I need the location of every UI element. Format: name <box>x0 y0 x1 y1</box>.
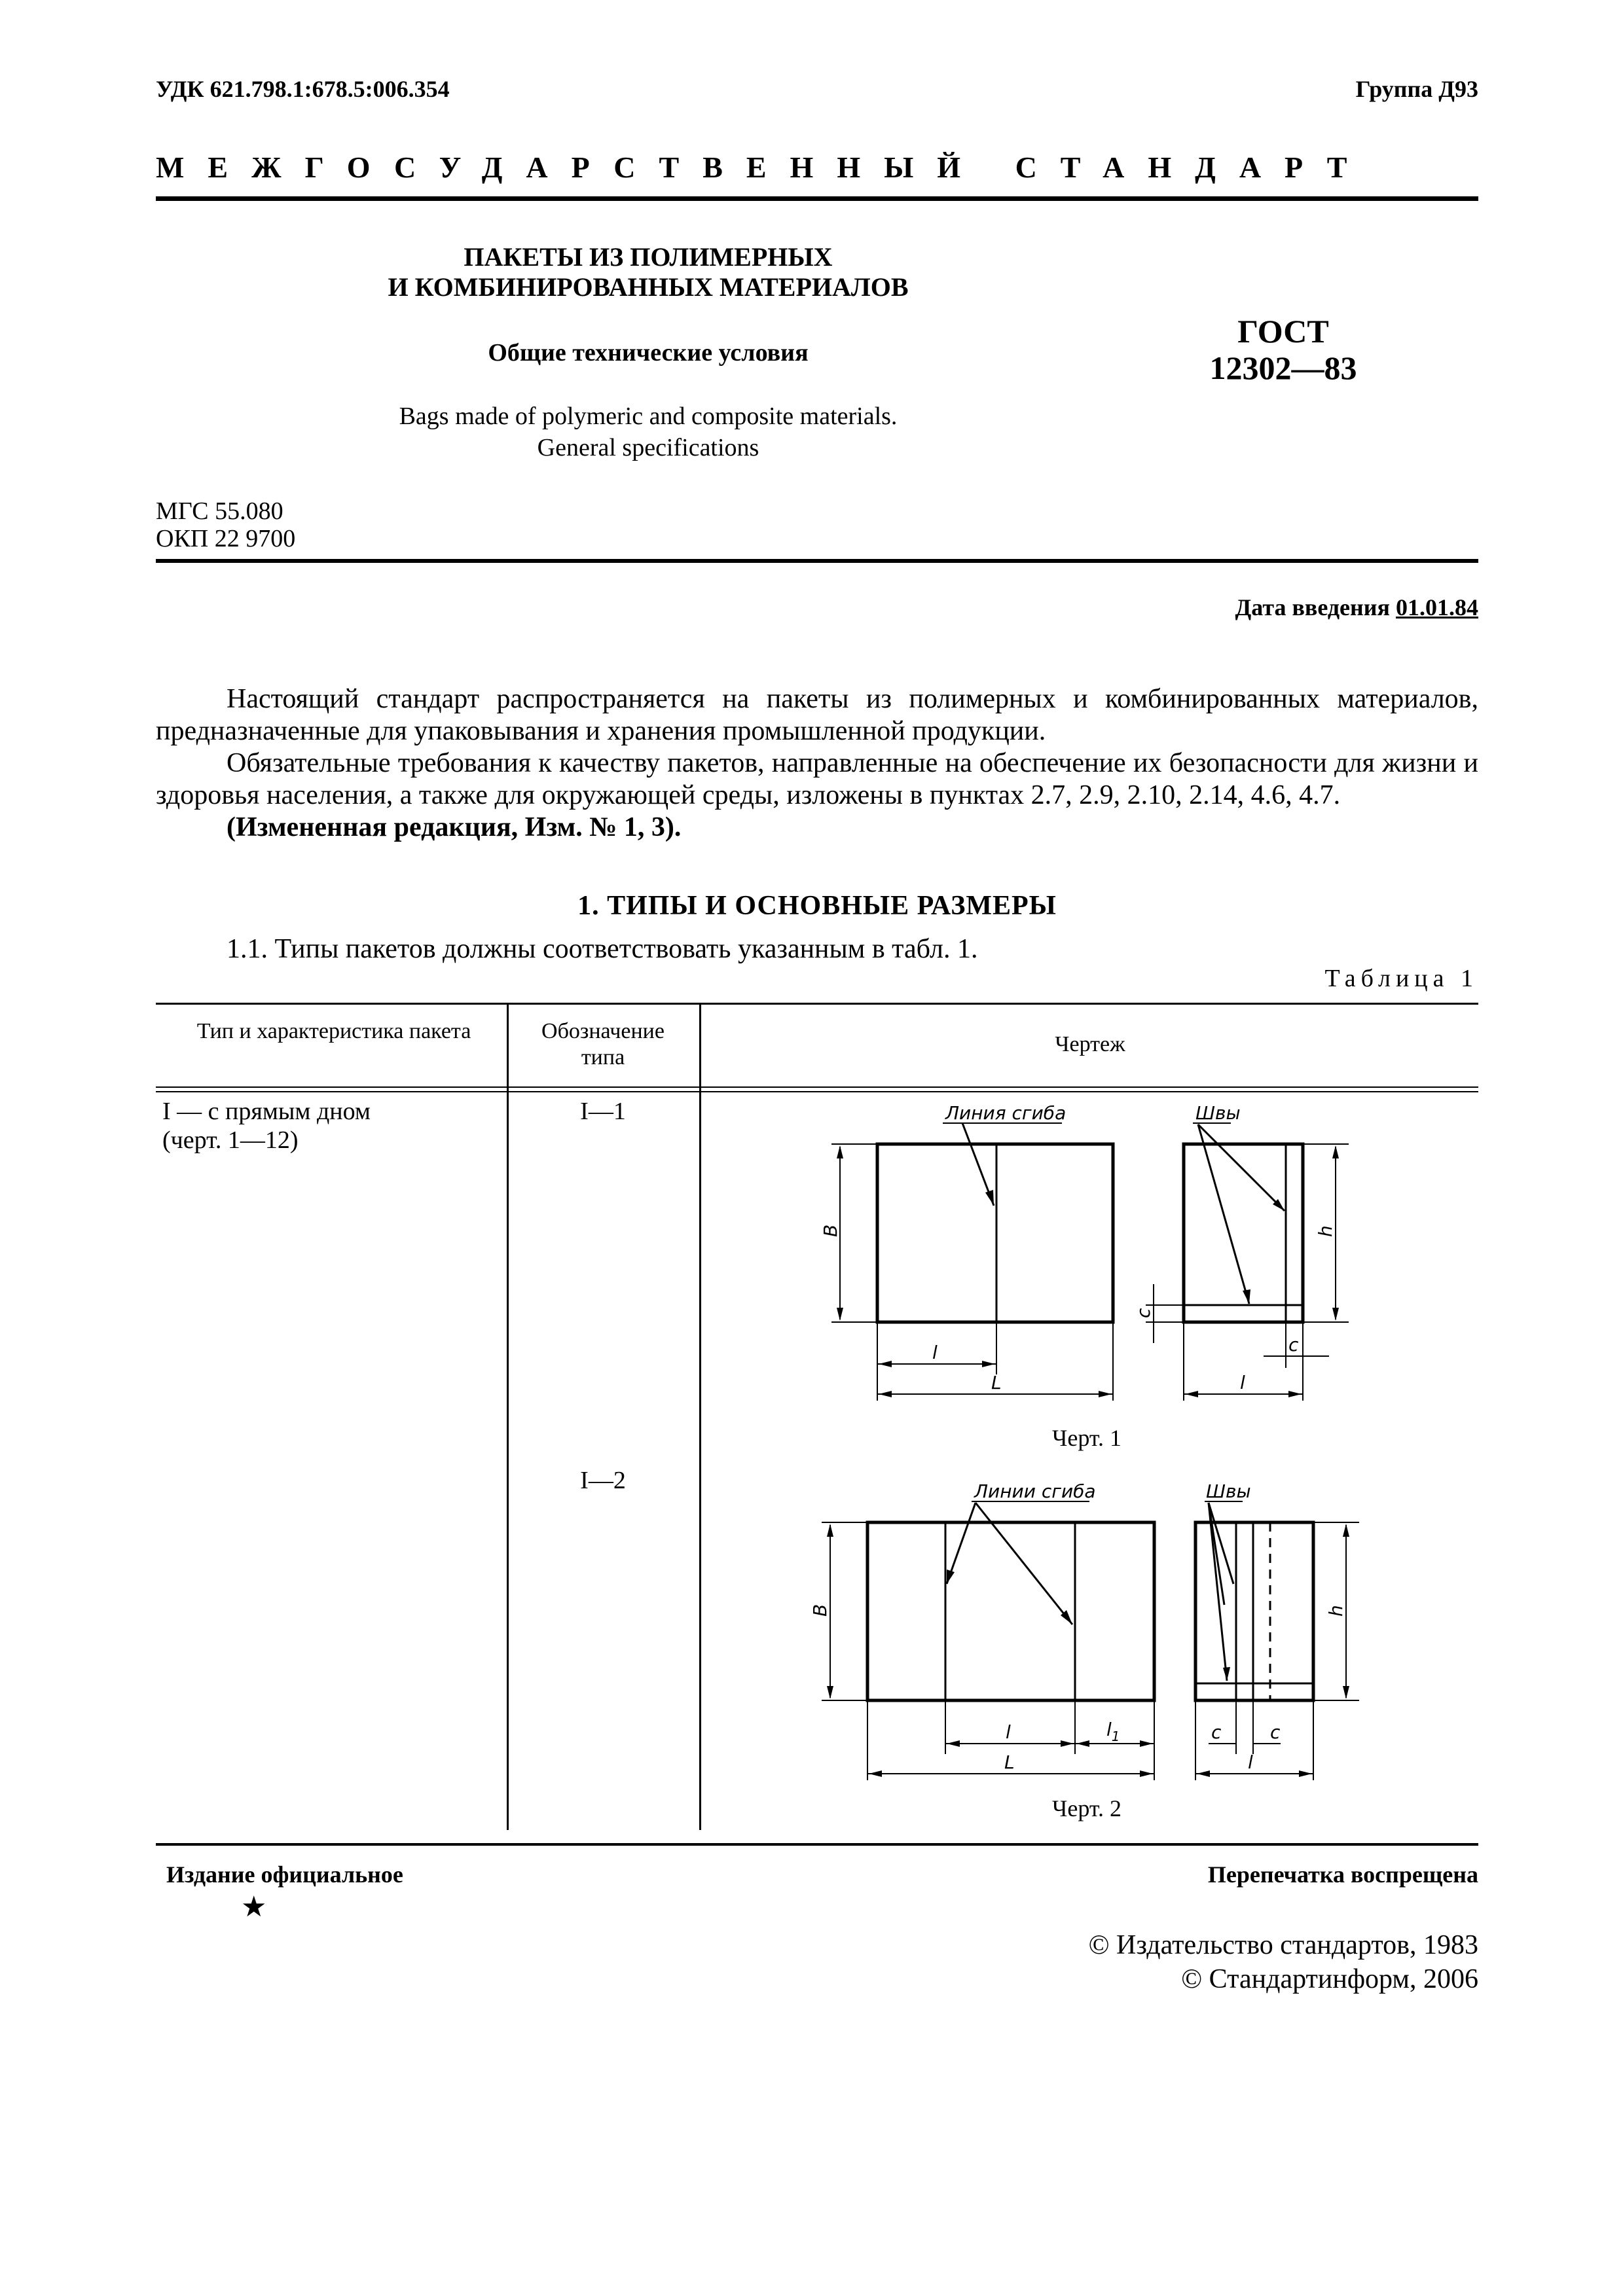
english-title-line-1: Bags made of polymeric and composite materials. <box>399 403 898 430</box>
drawing1-dim-h: h <box>1315 1225 1336 1237</box>
drawing1-seams-label: Швы <box>1195 1102 1241 1124</box>
paragraph-requirements: Обязательные требования к качеству пакетов, направленные на обеспечение их безопасности для жизни и здоровья населения, а также для окружающей среды, изложены в пунктах 2.7, 2.9, 2.10, 2.14, 4.6, 4.7. <box>156 748 1478 810</box>
table-header-drawing: Чертеж <box>1055 1032 1125 1056</box>
type-1-line-1: I — с прямым дном <box>162 1098 371 1125</box>
standard-banner: МЕЖГОСУДАРСТВЕННЫЙ СТАНДАРТ <box>156 151 1371 184</box>
drawing2-dim-c-left: c <box>1211 1721 1222 1743</box>
drawing2-seams-label: Швы <box>1206 1480 1251 1502</box>
bag2-front-view <box>867 1522 1154 1700</box>
copyright-2006: © Стандартинформ, 2006 <box>1181 1964 1478 1994</box>
okp-code: ОКП 22 9700 <box>156 525 296 552</box>
drawing1-dim-l-right: l <box>1240 1372 1245 1393</box>
drawing2-dim-L: L <box>1004 1751 1015 1773</box>
type-1-line-2: (черт. 1—12) <box>162 1126 299 1154</box>
title-line-2: И КОМБИНИРОВАННЫХ МАТЕРИАЛОВ <box>388 272 909 302</box>
paragraph-amendment: (Измененная редакция, Изм. № 1, 3). <box>227 812 682 842</box>
gost-number: 12302—83 <box>1209 350 1357 386</box>
drawing1-fold-label: Линия сгиба <box>945 1102 1067 1124</box>
star-mark: ★ <box>241 1891 267 1923</box>
table-cell-code-2: I—2 <box>580 1467 626 1494</box>
drawing1-dim-c: c <box>1288 1334 1299 1355</box>
drawing2-dim-l-right: l <box>1248 1751 1253 1773</box>
footer-rule <box>156 1843 1478 1846</box>
intro-date-label: Дата введения <box>1235 594 1390 620</box>
copyright-block <box>917 1928 1478 1996</box>
table-cell-code-1: I—1 <box>580 1098 626 1125</box>
english-title-line-2: General specifications <box>537 434 759 461</box>
drawing2-dim-l1: $l_1$ <box>1106 1719 1120 1744</box>
document-subtitle: Общие технические условия <box>488 339 809 367</box>
gost-label: ГОСТ <box>1237 313 1329 350</box>
table-header-code: Обозначение типа <box>541 1019 665 1069</box>
drawing2-dim-l: l <box>1006 1721 1011 1743</box>
group-code: Группа Д93 <box>1355 76 1478 102</box>
drawing1-dim-l: l <box>932 1342 938 1363</box>
drawing2-dim-c-right: c <box>1270 1721 1281 1743</box>
clause-1-1: 1.1. Типы пакетов должны соответствовать указанным в табл. 1. <box>227 934 978 964</box>
mgs-code: МГС 55.080 <box>156 497 283 525</box>
title-line-1: ПАКЕТЫ ИЗ ПОЛИМЕРНЫХ <box>464 242 833 272</box>
drawing2-fold-label: Линии сгиба <box>974 1480 1096 1502</box>
intro-date-value: 01.01.84 <box>1396 594 1478 620</box>
reprint-prohibited: Перепечатка воспрещена <box>1207 1861 1478 1888</box>
paragraph-scope: Настоящий стандарт распространяется на пакеты из полимерных и комбинированных материалов, предназначенные для упаковывания и хранения промышленной продукции. <box>156 684 1478 746</box>
section-1-title: 1. ТИПЫ И ОСНОВНЫЕ РАЗМЕРЫ <box>577 891 1057 921</box>
drawing-2-caption: Черт. 2 <box>1052 1795 1122 1821</box>
copyright-1983: © Издательство стандартов, 1983 <box>1088 1930 1478 1960</box>
table-header-type: Тип и характеристика пакета <box>196 1019 471 1043</box>
drawing2-dim-h: h <box>1325 1605 1347 1617</box>
table-label: Таблица 1 <box>1324 965 1478 992</box>
drawing1-dim-L: L <box>991 1372 1002 1393</box>
drawing-1-caption: Черт. 1 <box>1052 1425 1122 1451</box>
official-edition: Издание официальное <box>166 1861 403 1888</box>
udk-code: УДК 621.798.1:678.5:006.354 <box>156 76 450 102</box>
drawing1-dim-c-vertical: c <box>1133 1308 1154 1318</box>
drawing2-dim-B: B <box>809 1604 831 1617</box>
drawing1-dim-B: B <box>820 1224 841 1237</box>
